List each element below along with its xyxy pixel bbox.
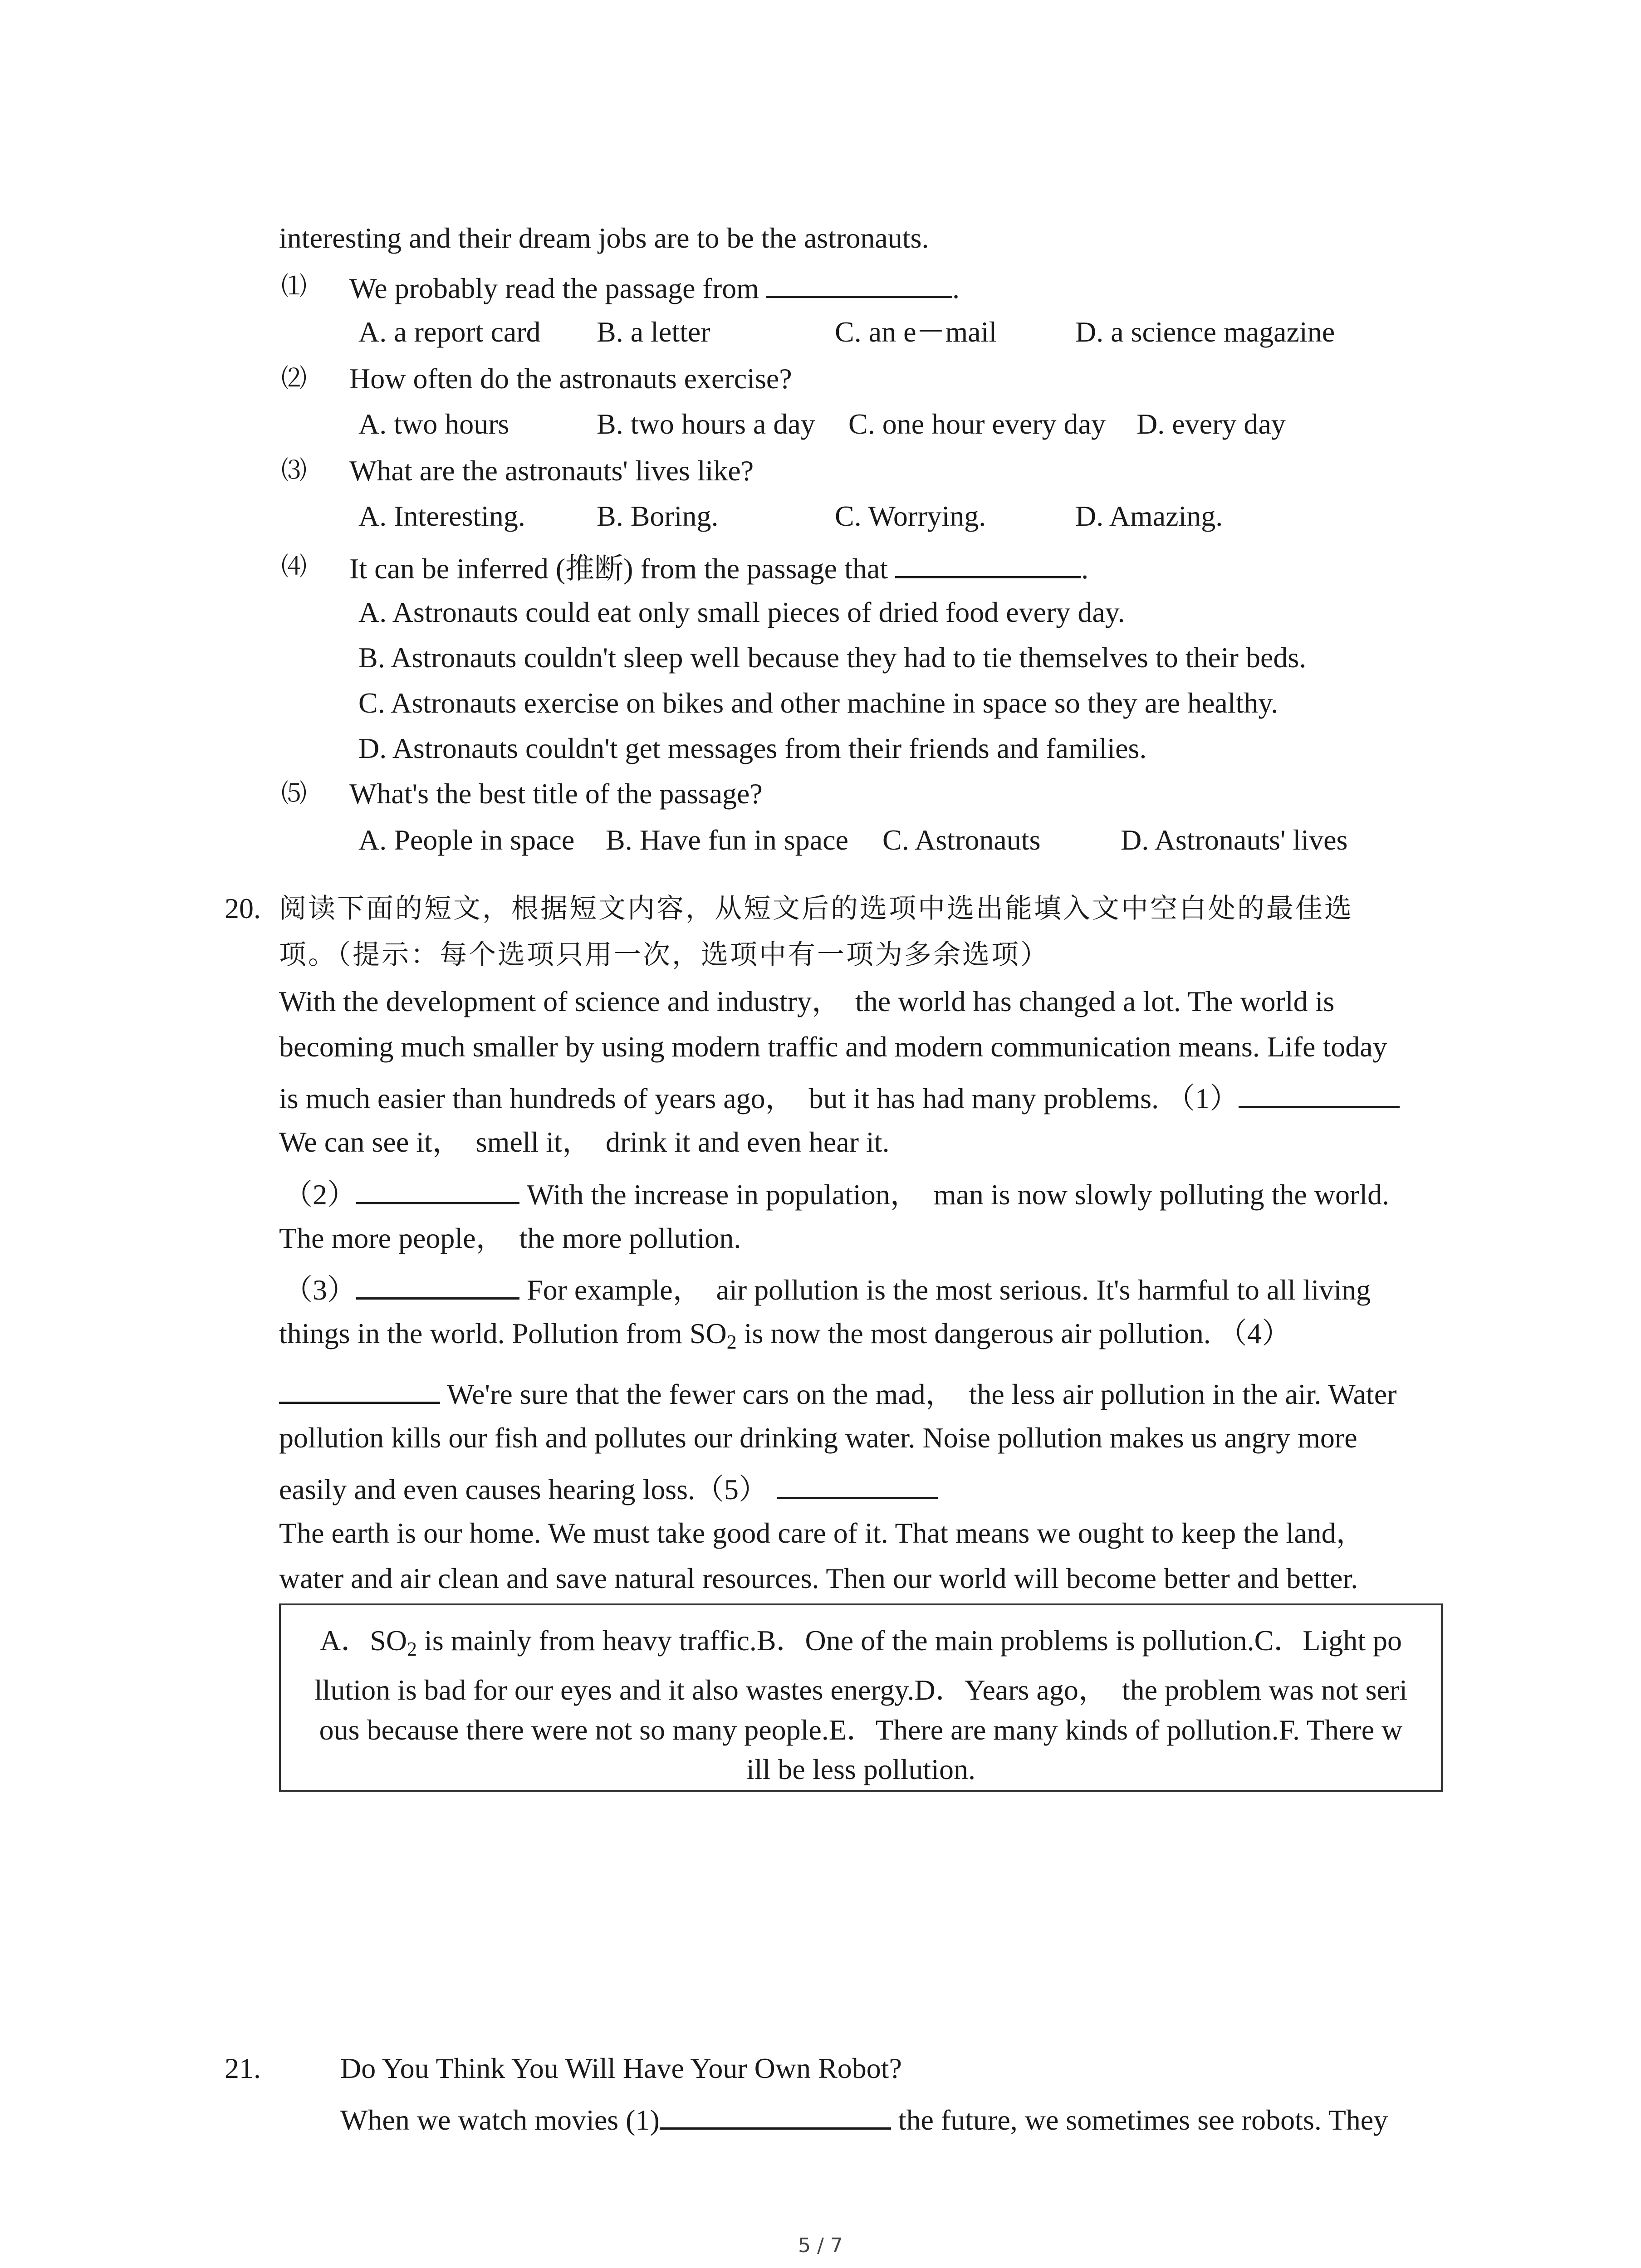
stem-end: . [952,272,960,304]
q19-4-number: ⑷ [281,553,307,581]
passage-text: With the increase in population， man is now slowly polluting the world. [519,1178,1390,1211]
q20-passage-line: We can see it， smell it， drink it and even hear it. [279,1126,890,1158]
options-text: is mainly from heavy traffic.B．One of the main problems is pollution.C．Light po [417,1624,1402,1657]
passage-text: When we watch movies (1) [340,2104,660,2136]
q19-4-option-c[interactable]: C. Astronauts exercise on bikes and other machine in space so they are healthy. [358,687,1279,719]
q19-4-option-b[interactable]: B. Astronauts couldn't sleep well because they had to tie themselves to their beds. [358,641,1307,674]
subscript: 2 [726,1331,737,1353]
passage-text: For example， air pollution is the most serious. It's harmful to all living [519,1274,1371,1306]
q20-passage-line [279,1315,1291,1352]
q19-1-option-a[interactable]: A. a report card [358,316,541,348]
q19-5-option-c[interactable]: C. Astronauts [882,824,1041,856]
page-number: 5 / 7 [798,2234,843,2257]
q19-5-number: ⑸ [281,780,307,808]
q19-5-option-b[interactable]: B. Have fun in space [606,824,848,856]
options-line: ous because there were not so many people.E．There are many kinds of pollution.F. There w [319,1714,1403,1746]
q21-passage-line [340,2100,1388,2138]
q19-3-option-a[interactable]: A. Interesting. [358,500,525,532]
q19-3-option-c[interactable]: C. Worrying. [835,500,986,532]
q19-2-option-c[interactable]: C. one hour every day [848,408,1106,440]
blank-2[interactable] [356,1175,519,1204]
q19-4-stem [349,549,1088,587]
blank-5[interactable] [777,1470,938,1499]
q21-number: 21. [225,2052,261,2084]
blank-label: （3） [284,1274,356,1306]
q19-1-option-d[interactable]: D. a science magazine [1075,316,1335,348]
subscript: 2 [407,1638,417,1660]
q19-intro: interesting and their dream jobs are to be the astronauts. [279,222,929,254]
answer-blank[interactable] [766,269,952,298]
q19-5-stem: What's the best title of the passage? [349,777,763,810]
stem-end: . [1081,552,1089,585]
q20-passage-line: pollution kills our fish and pollutes our drinking water. Noise pollution makes us angry more [279,1422,1357,1454]
q20-passage-line: water and air clean and save natural resources. Then our world will become better and better. [279,1562,1358,1594]
q20-passage-line [279,1374,1396,1413]
passage-text: We're sure that the fewer cars on the mad， the less air pollution in the air. Water [440,1378,1397,1410]
q20-passage-line: The earth is our home. We must take good care of it. That means we ought to keep the land， [279,1517,1365,1549]
q19-1-number: ⑴ [281,273,307,301]
q19-2-option-a[interactable]: A. two hours [358,408,509,440]
options-line: llution is bad for our eyes and it also wastes energy.D．Years ago， the problem was not seri [314,1674,1408,1706]
options-line [281,1623,1441,1659]
q20-number: 20. [225,892,261,924]
q19-4-option-a[interactable]: A. Astronauts could eat only small pieces of dried food every day. [358,596,1125,628]
q20-passage-line [284,1175,1389,1213]
q21-title: Do You Think You Will Have Your Own Robot? [340,2052,902,2084]
q19-3-option-d[interactable]: D. Amazing. [1075,500,1223,532]
q19-3-number: ⑶ [281,457,307,485]
passage-text: easily and even causes hearing loss.（5） [279,1473,768,1505]
options-line: ill be less pollution. [746,1753,975,1785]
stem-text: We probably read the passage from [349,272,766,304]
blank-1[interactable] [1239,1079,1400,1108]
q19-1-stem [349,269,960,307]
q20-passage-line [279,1470,938,1508]
q19-5-option-d[interactable]: D. Astronauts' lives [1121,824,1348,856]
q19-2-stem: How often do the astronauts exercise? [349,362,792,395]
q20-options-box [279,1603,1443,1792]
q20-instruction-line2: 项。（提示：每个选项只用一次，选项中有一项为多余选项） [279,939,1049,971]
q20-passage-line: becoming much smaller by using modern traffic and modern communication means. Life today [279,1031,1387,1063]
q20-instruction-line1: 阅读下面的短文，根据短文内容，从短文后的选项中选出能填入文中空白处的最佳选 [279,893,1353,924]
options-text: A．SO [320,1624,407,1657]
q19-5-option-a[interactable]: A. People in space [358,824,575,856]
q20-passage-line: The more people， the more pollution. [279,1222,741,1254]
blank-3[interactable] [356,1270,519,1300]
passage-text: is much easier than hundreds of years ago， but it has had many problems. （1） [279,1082,1239,1114]
answer-blank[interactable] [895,549,1081,578]
blank-label: （2） [284,1178,356,1211]
q19-2-number: ⑵ [281,365,307,393]
q19-1-option-b[interactable]: B. a letter [597,316,710,348]
q19-2-option-b[interactable]: B. two hours a day [597,408,815,440]
q19-3-stem: What are the astronauts' lives like? [349,455,754,487]
q19-4-option-d[interactable]: D. Astronauts couldn't get messages from their friends and families. [358,732,1147,764]
passage-text: things in the world. Pollution from SO [279,1317,727,1349]
passage-text: the future, we sometimes see robots. They [891,2104,1388,2136]
blank-4[interactable] [279,1374,440,1404]
blank-1[interactable] [660,2100,891,2130]
stem-text: It can be inferred (推断) from the passage that [349,552,896,585]
q20-passage-line [279,1079,1400,1117]
passage-text: is now the most dangerous air pollution. （4） [736,1317,1291,1349]
q19-2-option-d[interactable]: D. every day [1136,408,1286,440]
q20-passage-line: With the development of science and industry， the world has changed a lot. The world is [279,985,1335,1017]
q20-passage-line [284,1270,1371,1308]
q19-1-option-c[interactable]: C. an e－mail [835,316,997,348]
q19-3-option-b[interactable]: B. Boring. [597,500,719,532]
